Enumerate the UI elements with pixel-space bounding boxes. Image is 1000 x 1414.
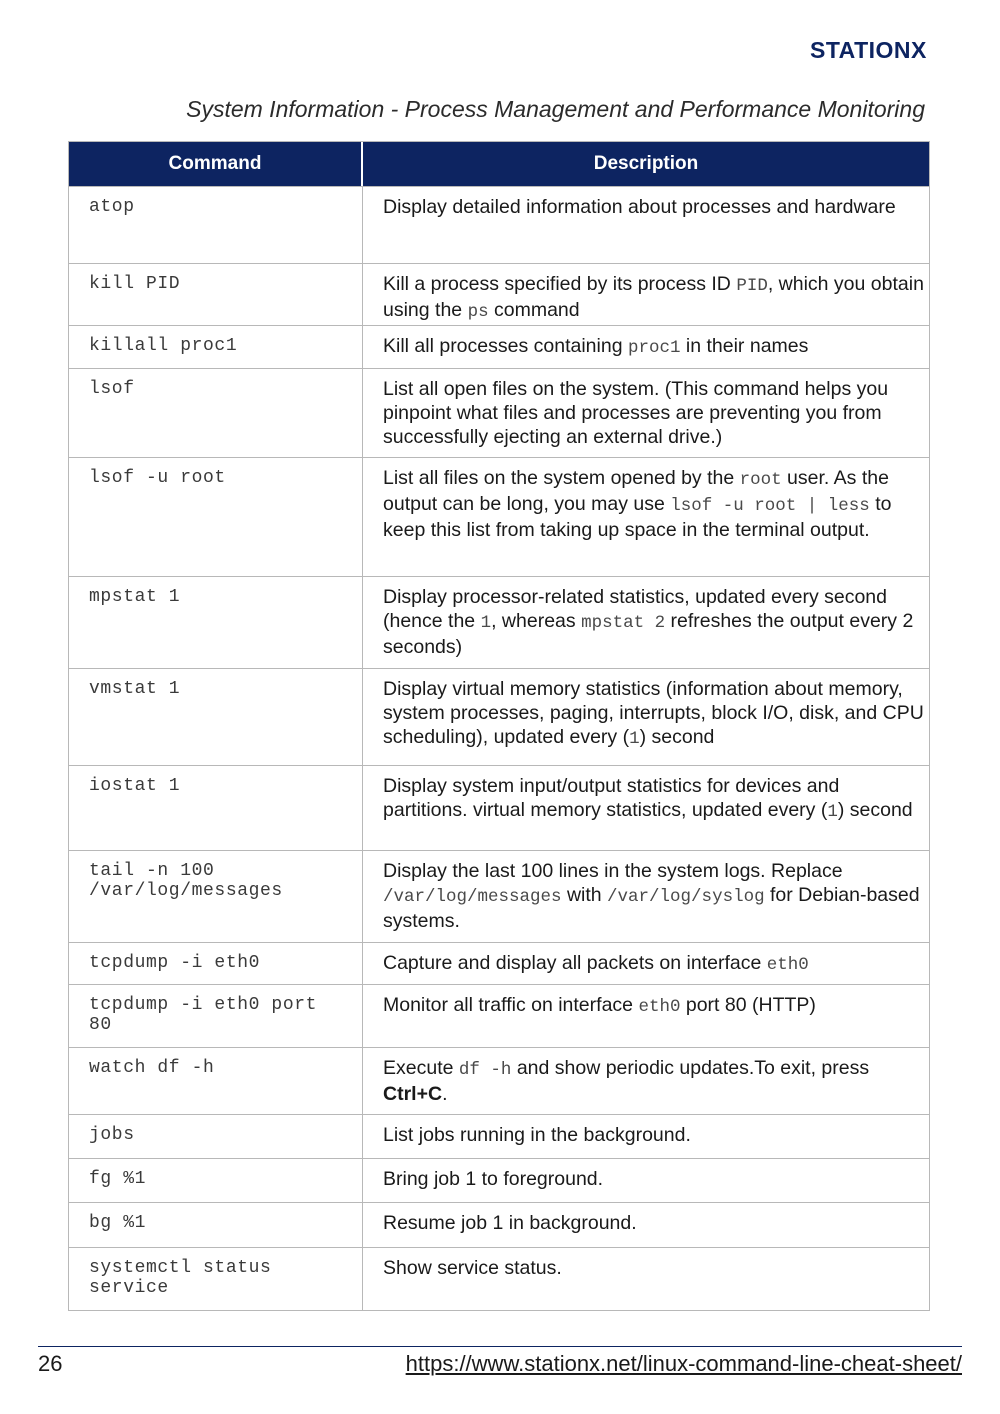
- inline-code: PID: [736, 276, 768, 296]
- description-text: Execute: [383, 1057, 459, 1079]
- description-text: Monitor all traffic on interface: [383, 994, 639, 1016]
- table-row: [69, 668, 929, 765]
- description-text: , which you obtain using the: [383, 273, 924, 321]
- description-text: List all files on the system opened by the: [383, 467, 740, 489]
- table-row: [69, 325, 929, 368]
- description-cell: [363, 1048, 929, 1114]
- description-text: with: [561, 884, 608, 906]
- description-cell: [363, 264, 929, 325]
- description-text: Display the last 100 lines in the system logs. Replace: [383, 860, 843, 882]
- description-text: Bring job 1 to foreground.: [383, 1168, 604, 1190]
- description-text: user. As the output can be long, you may use: [383, 467, 889, 515]
- description-text: Display processor-related statistics, updated every second (hence the: [383, 586, 887, 632]
- description-text: Show service status.: [383, 1257, 562, 1279]
- table-row: [69, 765, 929, 850]
- description-cell: [363, 1203, 929, 1247]
- inline-code: eth0: [638, 997, 681, 1017]
- inline-code: df -h: [458, 1060, 512, 1080]
- command-cell: fg %1: [69, 1159, 363, 1202]
- description-text: ) second: [639, 726, 715, 748]
- command-cell: vmstat 1: [69, 669, 363, 765]
- table-row: [69, 186, 929, 263]
- description-text: for Debian-based systems.: [383, 884, 920, 932]
- description-text: Capture and display all packets on interface: [383, 952, 767, 974]
- footer-url-link[interactable]: https://www.stationx.net/linux-command-line-cheat-sheet/: [405, 1351, 962, 1376]
- command-cell: watch df -h: [69, 1048, 363, 1114]
- description-cell: [363, 187, 929, 263]
- inline-code: eth0: [766, 955, 809, 975]
- table-row: [69, 850, 929, 942]
- description-text: .: [442, 1083, 448, 1105]
- inline-code: root: [739, 470, 782, 490]
- description-cell: [363, 369, 929, 457]
- description-text: command: [488, 299, 580, 321]
- footer-divider: [38, 1346, 962, 1347]
- logo-text: STATIONX: [810, 37, 927, 63]
- table-row: [69, 1114, 929, 1158]
- inline-code: /var/log/messages: [383, 887, 562, 907]
- description-cell: [363, 669, 929, 765]
- description-text: List jobs running in the background.: [383, 1124, 691, 1146]
- inline-code: proc1: [627, 338, 681, 358]
- description-text: Kill all processes containing: [383, 335, 628, 357]
- inline-code: lsof -u root | less: [670, 496, 870, 516]
- description-text: in their names: [680, 335, 809, 357]
- description-cell: [363, 943, 929, 984]
- description-cell: [363, 766, 929, 850]
- command-cell: lsof: [69, 369, 363, 457]
- command-cell: mpstat 1: [69, 577, 363, 668]
- description-text: refreshes the output every 2 seconds): [383, 610, 914, 658]
- table-row: [69, 984, 929, 1047]
- description-cell: [363, 326, 929, 368]
- bold-text: Ctrl+C: [383, 1083, 443, 1105]
- column-header-command: Command: [69, 142, 363, 186]
- command-cell: killall proc1: [69, 326, 363, 368]
- description-text: List all open files on the system. (This command helps you pinpoint what files and processes are preventing you from successfully ejecting an external drive.): [383, 378, 889, 448]
- inline-code: mpstat 2: [581, 613, 666, 633]
- description-text: Resume job 1 in background.: [383, 1212, 637, 1234]
- section-title: System Information - Process Management and Performance Monitoring: [186, 96, 925, 122]
- table-row: [69, 263, 929, 325]
- table-row: [69, 1202, 929, 1247]
- command-cell: jobs: [69, 1115, 363, 1158]
- command-cell: iostat 1: [69, 766, 363, 850]
- description-text: Display virtual memory statistics (information about memory, system processes, paging, interrupts, block I/O, disk, and CPU scheduling), updated every (: [383, 678, 924, 748]
- inline-code: 1: [629, 729, 640, 749]
- description-text: ) second: [837, 799, 913, 821]
- stationx-logo: [808, 28, 968, 70]
- description-cell: [363, 1115, 929, 1158]
- table-row: [69, 1158, 929, 1202]
- table-header: [69, 142, 929, 186]
- description-cell: [363, 851, 929, 942]
- description-text: port 80 (HTTP): [680, 994, 816, 1016]
- description-cell: [363, 458, 929, 576]
- table-body: [69, 186, 929, 1310]
- command-cell: systemctl status service: [69, 1248, 363, 1310]
- description-text: Display detailed information about processes and hardware: [383, 196, 896, 218]
- description-text: and show periodic updates.To exit, press: [511, 1057, 870, 1079]
- description-cell: [363, 1248, 929, 1310]
- table-row: [69, 576, 929, 668]
- page-number: 26: [38, 1351, 63, 1376]
- command-cell: kill PID: [69, 264, 363, 325]
- description-cell: [363, 577, 929, 668]
- table-row: [69, 1047, 929, 1114]
- command-cell: tcpdump -i eth0: [69, 943, 363, 984]
- command-cell: tcpdump -i eth0 port 80: [69, 985, 363, 1047]
- description-text: to keep this list from taking up space in the terminal output.: [383, 493, 892, 541]
- table-row: [69, 457, 929, 576]
- description-text: Kill a process specified by its process ID: [383, 273, 737, 295]
- table-row: [69, 368, 929, 457]
- description-text: , whereas: [491, 610, 582, 632]
- description-cell: [363, 1159, 929, 1202]
- commands-table: [68, 141, 930, 1311]
- inline-code: ps: [467, 302, 489, 322]
- command-cell: tail -n 100 /var/log/messages: [69, 851, 363, 942]
- description-text: Display system input/output statistics for devices and partitions. virtual memory statistics, updated every (: [383, 775, 840, 821]
- column-header-description: Description: [593, 153, 699, 174]
- command-cell: bg %1: [69, 1203, 363, 1247]
- inline-code: /var/log/syslog: [607, 887, 765, 907]
- command-cell: atop: [69, 187, 363, 263]
- inline-code: 1: [827, 802, 838, 822]
- inline-code: 1: [480, 613, 492, 633]
- table-row: [69, 1247, 929, 1310]
- command-cell: lsof -u root: [69, 458, 363, 576]
- table-row: [69, 942, 929, 984]
- description-cell: [363, 985, 929, 1047]
